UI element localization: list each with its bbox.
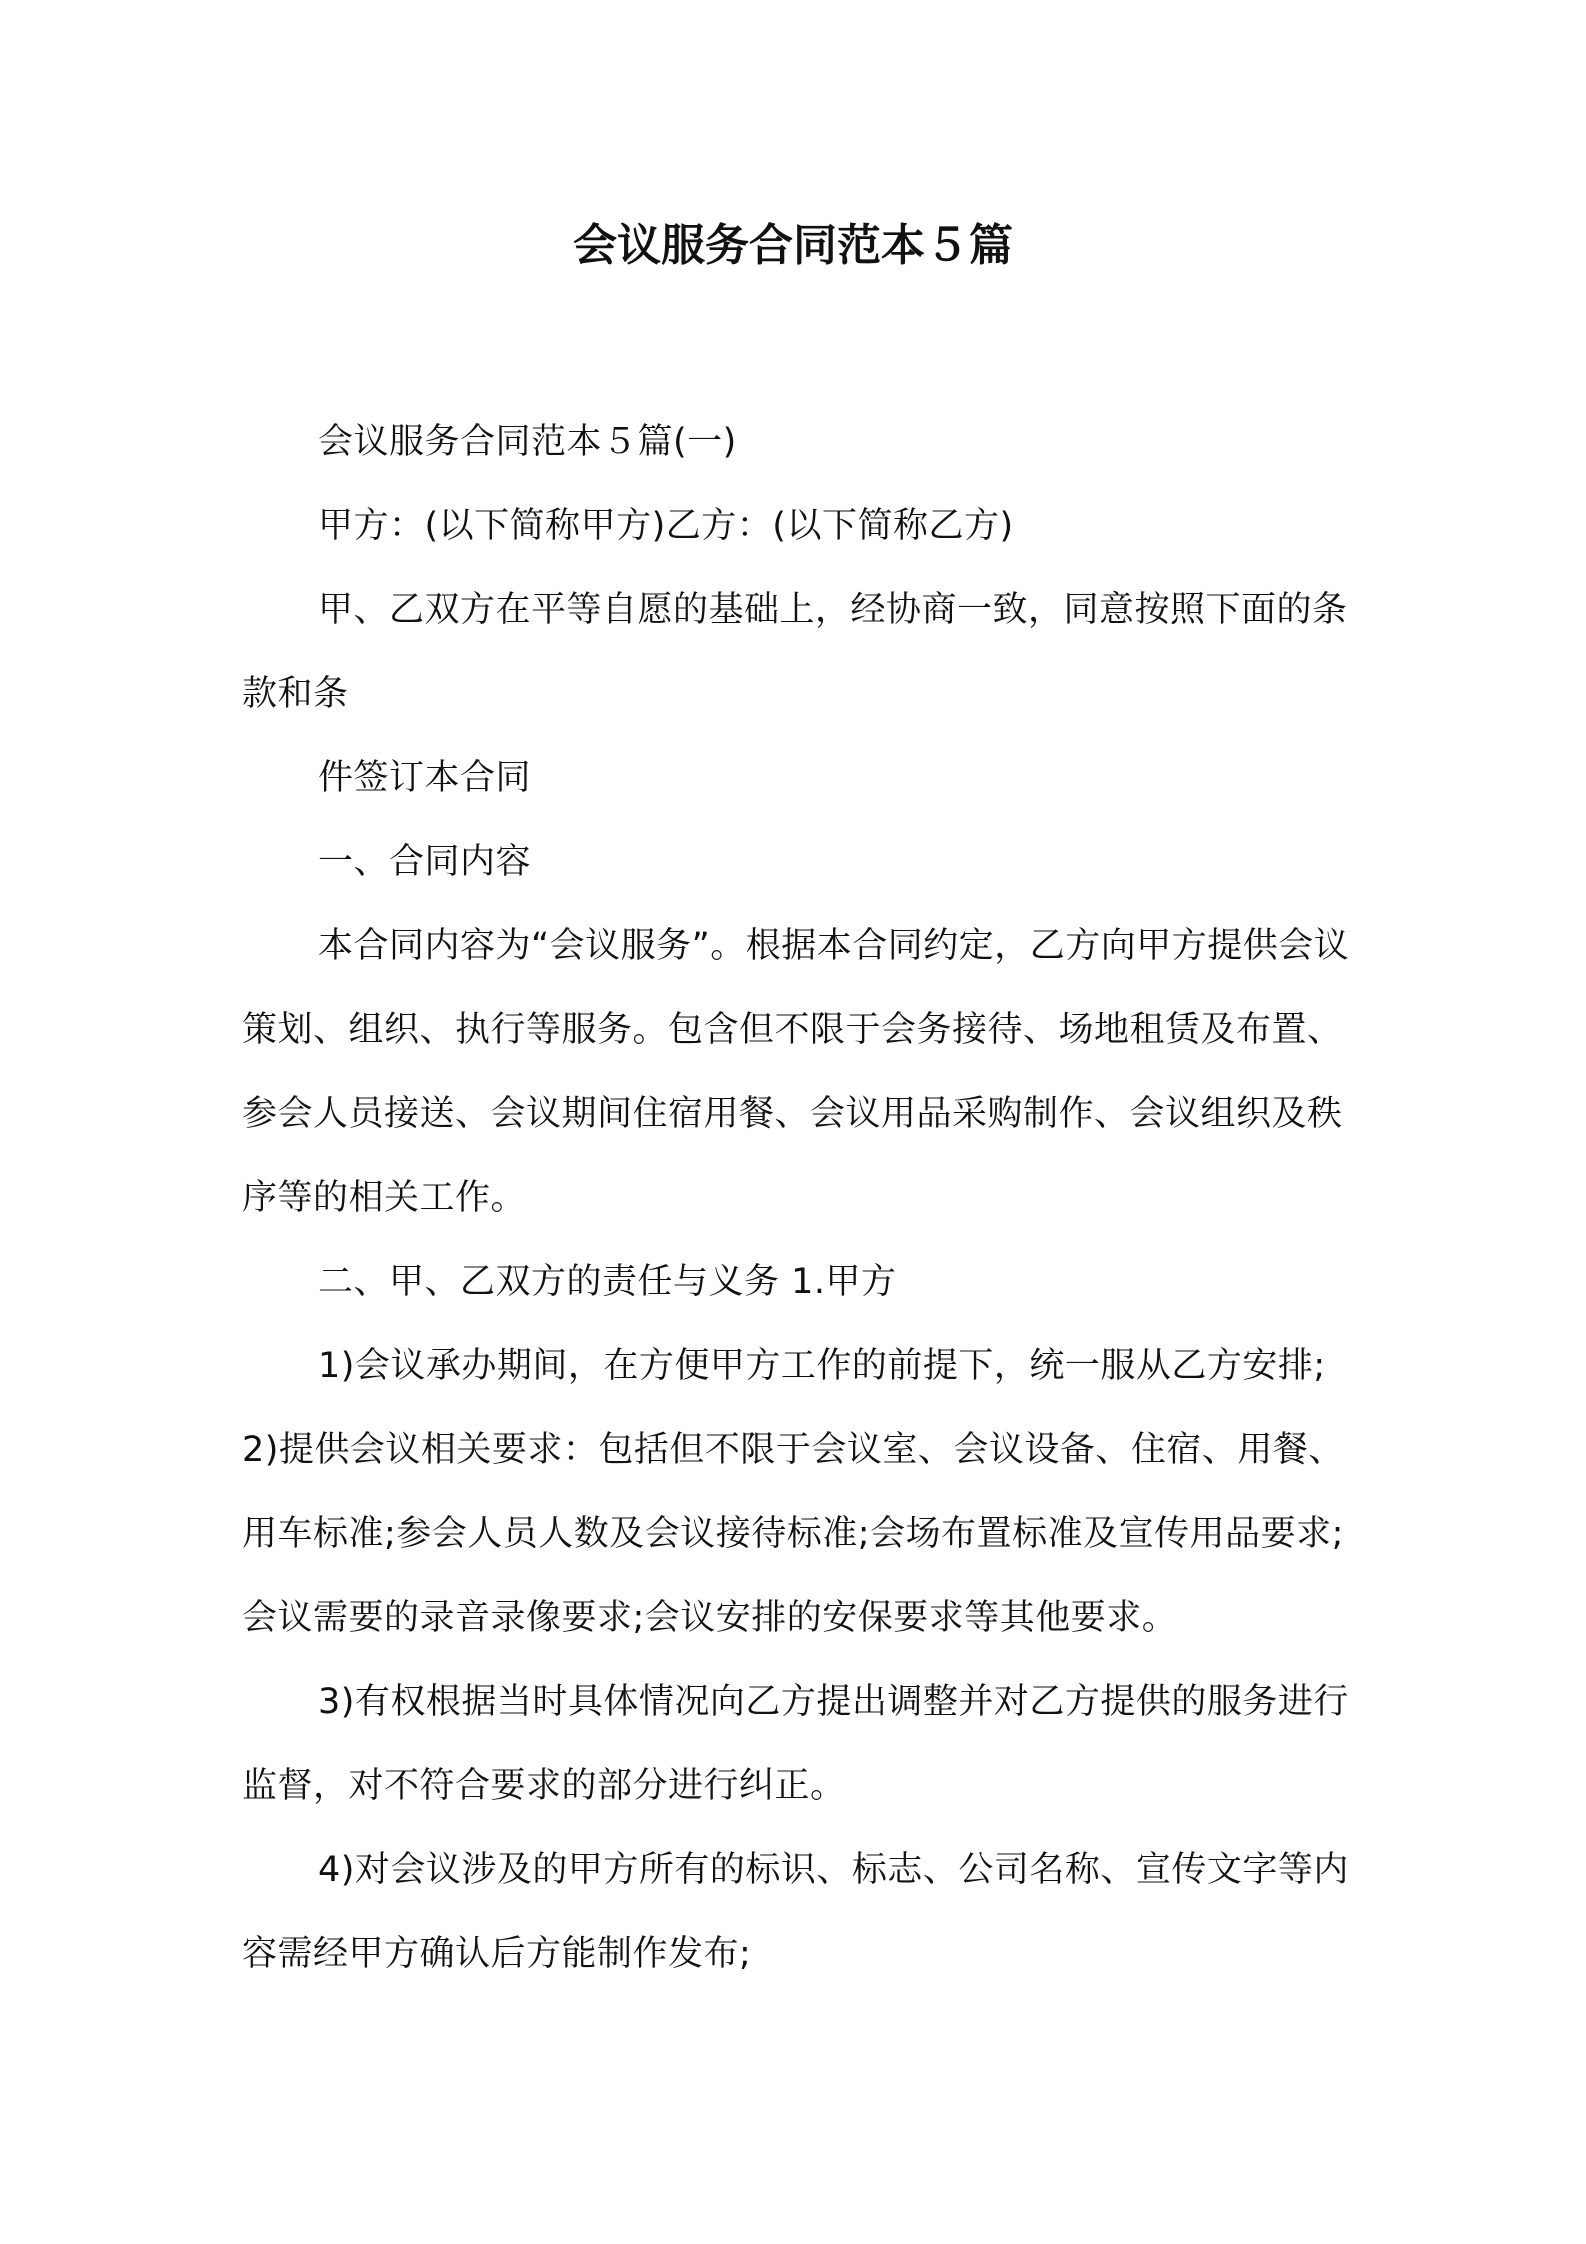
paragraph: 1)会议承办期间，在方便甲方工作的前提下，统一服从乙方安排;2)提供会议相关要求：包括但不限于会议室、会议设备、住宿、用餐、用车标准;参会人员人数及会议接待标准;会场布置标准及宣传用品要求;会议需要的录音录像要求;会议安排的安保要求等其他要求。: [242, 1346, 1344, 1638]
section-heading: 会议服务合同范本５篇(一): [318, 422, 737, 462]
document-title: 会议服务合同范本５篇: [573, 220, 1013, 271]
paragraph: 甲、乙双方在平等自愿的基础上，经协商一致，同意按照下面的条款和条: [242, 590, 1348, 714]
clause-heading: 二、甲、乙双方的责任与义务 1.甲方: [318, 1262, 897, 1302]
paragraph: 4)对会议涉及的甲方所有的标识、标志、公司名称、宣传文字等内容需经甲方确认后方能制作发布;: [242, 1850, 1349, 1974]
paragraph: 3)有权根据当时具体情况向乙方提出调整并对乙方提供的服务进行监督，对不符合要求的部分进行纠正。: [242, 1682, 1349, 1806]
document-body: [242, 400, 1352, 1996]
clause-heading: 一、合同内容: [318, 842, 532, 882]
paragraph: 本合同内容为“会议服务”。根据本合同约定，乙方向甲方提供会议策划、组织、执行等服务。包含但不限于会务接待、场地租赁及布置、参会人员接送、会议期间住宿用餐、会议用品采购制作、会议组织及秩序等的相关工作。: [242, 926, 1350, 1218]
paragraph: 件签订本合同: [318, 758, 532, 798]
parties-line: 甲方：(以下简称甲方)乙方：(以下简称乙方): [318, 506, 1014, 546]
